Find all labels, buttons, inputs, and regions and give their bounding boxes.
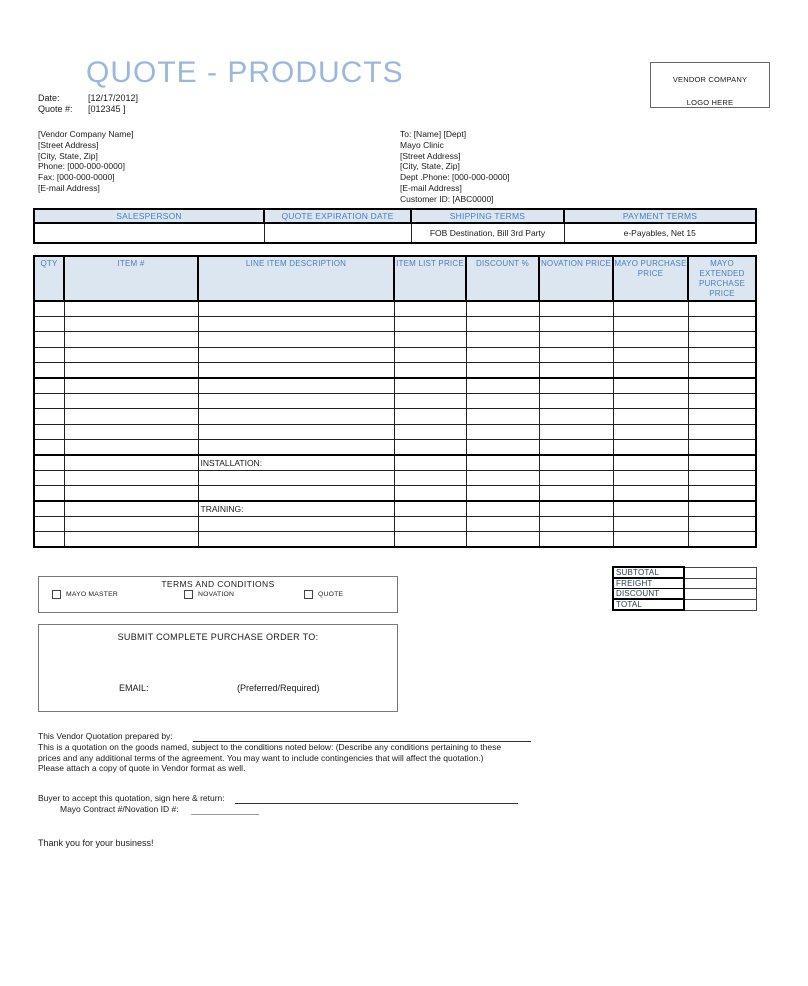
item-cell[interactable] (466, 332, 539, 347)
items-header-row (34, 256, 756, 301)
item-cell[interactable] (466, 501, 539, 516)
terms-conditions-box (38, 576, 398, 613)
table-row (34, 393, 756, 408)
item-cell[interactable] (688, 409, 756, 424)
item-cell[interactable] (613, 409, 688, 424)
novation-option[interactable] (184, 590, 234, 599)
item-cell[interactable] (466, 486, 539, 501)
item-cell[interactable] (34, 486, 64, 501)
qty-header: QTY (34, 256, 64, 301)
item-cell[interactable] (34, 409, 64, 424)
item-cell[interactable] (613, 532, 688, 547)
discount-value[interactable] (684, 589, 756, 600)
item-cell[interactable] (688, 532, 756, 547)
item-cell[interactable] (64, 332, 198, 347)
item-cell[interactable] (198, 486, 394, 501)
table-row (34, 363, 756, 378)
item-cell[interactable] (34, 301, 64, 316)
item-cell[interactable] (394, 409, 466, 424)
item-cell[interactable] (688, 347, 756, 362)
item-cell[interactable] (688, 455, 756, 470)
item-cell[interactable] (34, 332, 64, 347)
item-cell[interactable] (198, 409, 394, 424)
item-cell[interactable] (466, 440, 539, 455)
total-value[interactable] (684, 599, 756, 610)
item-cell[interactable] (34, 470, 64, 485)
item-cell[interactable] (688, 378, 756, 393)
mayo-master-option[interactable] (52, 590, 118, 599)
item-cell[interactable] (394, 301, 466, 316)
terms-header-row (34, 209, 756, 223)
description-header: LINE ITEM DESCRIPTION (198, 256, 394, 301)
item-cell[interactable] (466, 532, 539, 547)
item-cell[interactable] (466, 470, 539, 485)
item-cell[interactable] (466, 409, 539, 424)
mayo-contract-label: Mayo Contract #/Novation ID #: (60, 804, 179, 814)
item-cell[interactable] (539, 532, 613, 547)
item-cell[interactable] (613, 501, 688, 516)
item-cell[interactable] (466, 347, 539, 362)
vendor-logo-placeholder (650, 62, 770, 108)
item-cell[interactable] (466, 393, 539, 408)
item-cell[interactable] (613, 347, 688, 362)
item-cell[interactable] (688, 470, 756, 485)
address-line: Fax: [000-000-0000] (38, 172, 115, 183)
item-cell[interactable] (394, 332, 466, 347)
item-cell[interactable] (198, 332, 394, 347)
item-cell[interactable] (394, 440, 466, 455)
item-cell[interactable] (466, 516, 539, 531)
line-items-table (33, 255, 757, 548)
novation-price-header: NOVATION PRICE (539, 256, 613, 301)
item-cell[interactable] (34, 516, 64, 531)
item-cell[interactable] (34, 424, 64, 439)
item-cell[interactable] (688, 316, 756, 331)
item-cell[interactable] (394, 316, 466, 331)
table-row (34, 516, 756, 531)
address-line: [Street Address] (400, 150, 461, 161)
item-cell[interactable] (64, 363, 198, 378)
payment-terms-header: PAYMENT TERMS (564, 209, 756, 223)
item-cell[interactable] (688, 301, 756, 316)
quote-number-value[interactable]: [012345 ] (88, 104, 126, 114)
mayo-purchase-price-header: MAYO PURCHASE PRICE (613, 256, 688, 301)
item-cell[interactable] (613, 316, 688, 331)
freight-value[interactable] (684, 578, 756, 589)
item-cell[interactable] (613, 424, 688, 439)
address-line: Customer ID: [ABC0000] (400, 193, 494, 204)
item-cell[interactable] (198, 378, 394, 393)
item-cell[interactable] (64, 440, 198, 455)
item-cell[interactable] (466, 301, 539, 316)
item-cell[interactable] (394, 455, 466, 470)
item-cell[interactable] (198, 347, 394, 362)
item-cell[interactable] (466, 378, 539, 393)
item-cell[interactable] (466, 424, 539, 439)
item-cell[interactable] (64, 409, 198, 424)
prepared-by-signature-line[interactable] (193, 733, 531, 742)
freight-row (613, 578, 756, 589)
address-line: [City, State, Zip] (38, 150, 98, 161)
novation-label: NOVATION (198, 591, 235, 598)
item-cell[interactable] (539, 455, 613, 470)
table-row (34, 301, 756, 316)
item-cell[interactable] (688, 424, 756, 439)
item-cell[interactable] (613, 516, 688, 531)
address-line: [E-mail Address] (38, 182, 100, 193)
item-cell[interactable] (198, 301, 394, 316)
item-cell[interactable] (688, 486, 756, 501)
item-cell[interactable] (64, 455, 198, 470)
table-row (34, 347, 756, 362)
quotation-note-line: This is a quotation on the goods named, subject to the conditions noted below: (Describe any conditions pertaining to these (38, 741, 502, 752)
table-row (34, 332, 756, 347)
table-row (34, 316, 756, 331)
buyer-accept-label: Buyer to accept this quotation, sign here & return: (38, 793, 225, 803)
item-cell[interactable] (64, 501, 198, 516)
submit-po-title: SUBMIT COMPLETE PURCHASE ORDER TO: (117, 632, 319, 642)
prepared-by-section (38, 731, 578, 774)
item-cell[interactable] (539, 332, 613, 347)
item-cell[interactable] (539, 486, 613, 501)
total-row (613, 599, 756, 610)
item-cell[interactable] (198, 363, 394, 378)
buyer-signature-line[interactable] (235, 795, 518, 804)
total-label: TOTAL (613, 599, 684, 610)
submit-po-box (38, 624, 398, 712)
item-cell[interactable] (539, 409, 613, 424)
items-table-body (34, 301, 756, 547)
item-cell[interactable] (539, 347, 613, 362)
address-line: [City, State, Zip] (400, 161, 460, 172)
shipping-terms-header: SHIPPING TERMS (411, 209, 564, 223)
quote-number-label: Quote #: (38, 104, 73, 114)
quote-label: QUOTE (318, 591, 344, 598)
item-cell[interactable] (394, 378, 466, 393)
item-cell[interactable] (466, 455, 539, 470)
item-cell[interactable] (539, 393, 613, 408)
item-cell[interactable] (613, 470, 688, 485)
item-cell[interactable] (64, 470, 198, 485)
item-cell[interactable] (34, 501, 64, 516)
item-cell[interactable] (198, 316, 394, 331)
discount-header: DISCOUNT % (466, 256, 539, 301)
item-cell[interactable] (64, 301, 198, 316)
item-cell[interactable] (613, 332, 688, 347)
vendor-address-block (38, 129, 133, 194)
item-cell[interactable] (34, 455, 64, 470)
table-row (34, 378, 756, 393)
section-row (34, 501, 756, 516)
terms-conditions-title: TERMS AND CONDITIONS (161, 579, 275, 589)
item-cell[interactable] (539, 440, 613, 455)
item-cell[interactable] (613, 455, 688, 470)
mayo-master-checkbox[interactable] (52, 590, 61, 599)
address-line: [Street Address] (38, 139, 99, 150)
item-list-price-header: ITEM LIST PRICE (394, 256, 466, 301)
mayo-extended-price-header: MAYO EXTENDED PURCHASE PRICE (688, 256, 756, 301)
item-number-header: ITEM # (64, 256, 198, 301)
buyer-acceptance-section (38, 793, 518, 815)
quotation-note-line: Please attach a copy of quote in Vendor format as well. (38, 763, 246, 774)
address-line: Phone: [000-000-0000] (38, 161, 125, 172)
subtotal-row (613, 567, 756, 578)
email-note: (Preferred/Required) (237, 683, 320, 693)
quote-meta (38, 93, 138, 115)
address-line: Mayo Clinic (400, 139, 444, 150)
page-title: QUOTE - PRODUCTS (86, 56, 404, 89)
terms-header-table (33, 208, 757, 244)
item-cell[interactable] (198, 470, 394, 485)
item-cell[interactable] (539, 363, 613, 378)
item-cell[interactable] (539, 470, 613, 485)
contract-id-line[interactable] (191, 806, 259, 815)
item-cell[interactable] (34, 393, 64, 408)
item-cell[interactable] (394, 516, 466, 531)
section-label-cell: INSTALLATION: (198, 455, 394, 470)
item-cell[interactable] (539, 301, 613, 316)
address-line: [Vendor Company Name] (38, 129, 134, 139)
section-label-cell: TRAINING: (198, 501, 394, 516)
item-cell[interactable] (198, 532, 394, 547)
table-row (34, 440, 756, 455)
item-cell[interactable] (688, 332, 756, 347)
novation-checkbox[interactable] (184, 590, 193, 599)
item-cell[interactable] (34, 440, 64, 455)
prepared-by-label: This Vendor Quotation prepared by: (38, 731, 173, 741)
salesperson-header: SALESPERSON (34, 209, 264, 223)
item-cell[interactable] (198, 424, 394, 439)
item-cell[interactable] (688, 393, 756, 408)
thank-you-message: Thank you for your business! (38, 838, 154, 848)
item-cell[interactable] (613, 378, 688, 393)
item-cell[interactable] (688, 440, 756, 455)
discount-label: DISCOUNT (613, 589, 684, 600)
item-cell[interactable] (466, 316, 539, 331)
quote-expiration-cell[interactable] (264, 223, 411, 243)
item-cell[interactable] (394, 501, 466, 516)
shipping-terms-cell: FOB Destination, Bill 3rd Party (411, 223, 564, 243)
item-cell[interactable] (688, 363, 756, 378)
table-row (34, 409, 756, 424)
item-cell[interactable] (34, 363, 64, 378)
item-cell[interactable] (466, 363, 539, 378)
item-cell[interactable] (34, 316, 64, 331)
subtotal-label: SUBTOTAL (613, 567, 684, 578)
item-cell[interactable] (394, 393, 466, 408)
item-cell[interactable] (688, 516, 756, 531)
item-cell[interactable] (394, 470, 466, 485)
item-cell[interactable] (64, 393, 198, 408)
item-cell[interactable] (613, 301, 688, 316)
item-cell[interactable] (64, 532, 198, 547)
item-cell[interactable] (34, 532, 64, 547)
quote-option[interactable] (304, 590, 343, 599)
salesperson-cell[interactable] (34, 223, 264, 243)
item-cell[interactable] (64, 316, 198, 331)
logo-line1: VENDOR COMPANY (672, 75, 748, 84)
item-cell[interactable] (394, 424, 466, 439)
quotation-note-line: prices and any additional terms of the agreement. You may want to include contingencies that will affect the quotation.) (38, 752, 484, 763)
item-cell[interactable] (64, 347, 198, 362)
payment-terms-cell: e-Payables, Net 15 (564, 223, 756, 243)
item-cell[interactable] (394, 347, 466, 362)
date-value[interactable]: [12/17/2012] (88, 93, 139, 103)
item-cell[interactable] (34, 347, 64, 362)
item-cell[interactable] (64, 424, 198, 439)
address-line: To: [Name] [Dept] (400, 129, 467, 139)
terms-value-row (34, 223, 756, 243)
table-row (34, 424, 756, 439)
item-cell[interactable] (613, 363, 688, 378)
item-cell[interactable] (613, 440, 688, 455)
totals-table (612, 566, 757, 611)
item-cell[interactable] (539, 424, 613, 439)
section-row (34, 455, 756, 470)
table-row (34, 532, 756, 547)
quote-expiration-header: QUOTE EXPIRATION DATE (264, 209, 411, 223)
item-cell[interactable] (539, 501, 613, 516)
address-line: [E-mail Address] (400, 182, 462, 193)
item-cell[interactable] (34, 378, 64, 393)
item-cell[interactable] (64, 516, 198, 531)
date-label: Date: (38, 93, 60, 103)
item-cell[interactable] (198, 393, 394, 408)
item-cell[interactable] (198, 440, 394, 455)
item-cell[interactable] (64, 378, 198, 393)
subtotal-value[interactable] (684, 567, 756, 578)
item-cell[interactable] (539, 316, 613, 331)
item-cell[interactable] (539, 516, 613, 531)
item-cell[interactable] (394, 363, 466, 378)
item-cell[interactable] (613, 393, 688, 408)
item-cell[interactable] (64, 486, 198, 501)
quote-checkbox[interactable] (304, 590, 313, 599)
item-cell[interactable] (198, 516, 394, 531)
table-row (34, 486, 756, 501)
logo-line2: LOGO HERE (686, 98, 734, 107)
discount-row (613, 589, 756, 600)
item-cell[interactable] (613, 486, 688, 501)
table-row (34, 470, 756, 485)
item-cell[interactable] (539, 378, 613, 393)
recipient-address-block (400, 129, 510, 205)
freight-label: FREIGHT (613, 578, 684, 589)
mayo-master-label: MAYO MASTER (66, 591, 118, 598)
item-cell[interactable] (394, 486, 466, 501)
email-label: EMAIL: (119, 683, 149, 693)
address-line: Dept .Phone: [000-000-0000] (400, 172, 510, 183)
item-cell[interactable] (688, 501, 756, 516)
item-cell[interactable] (394, 532, 466, 547)
